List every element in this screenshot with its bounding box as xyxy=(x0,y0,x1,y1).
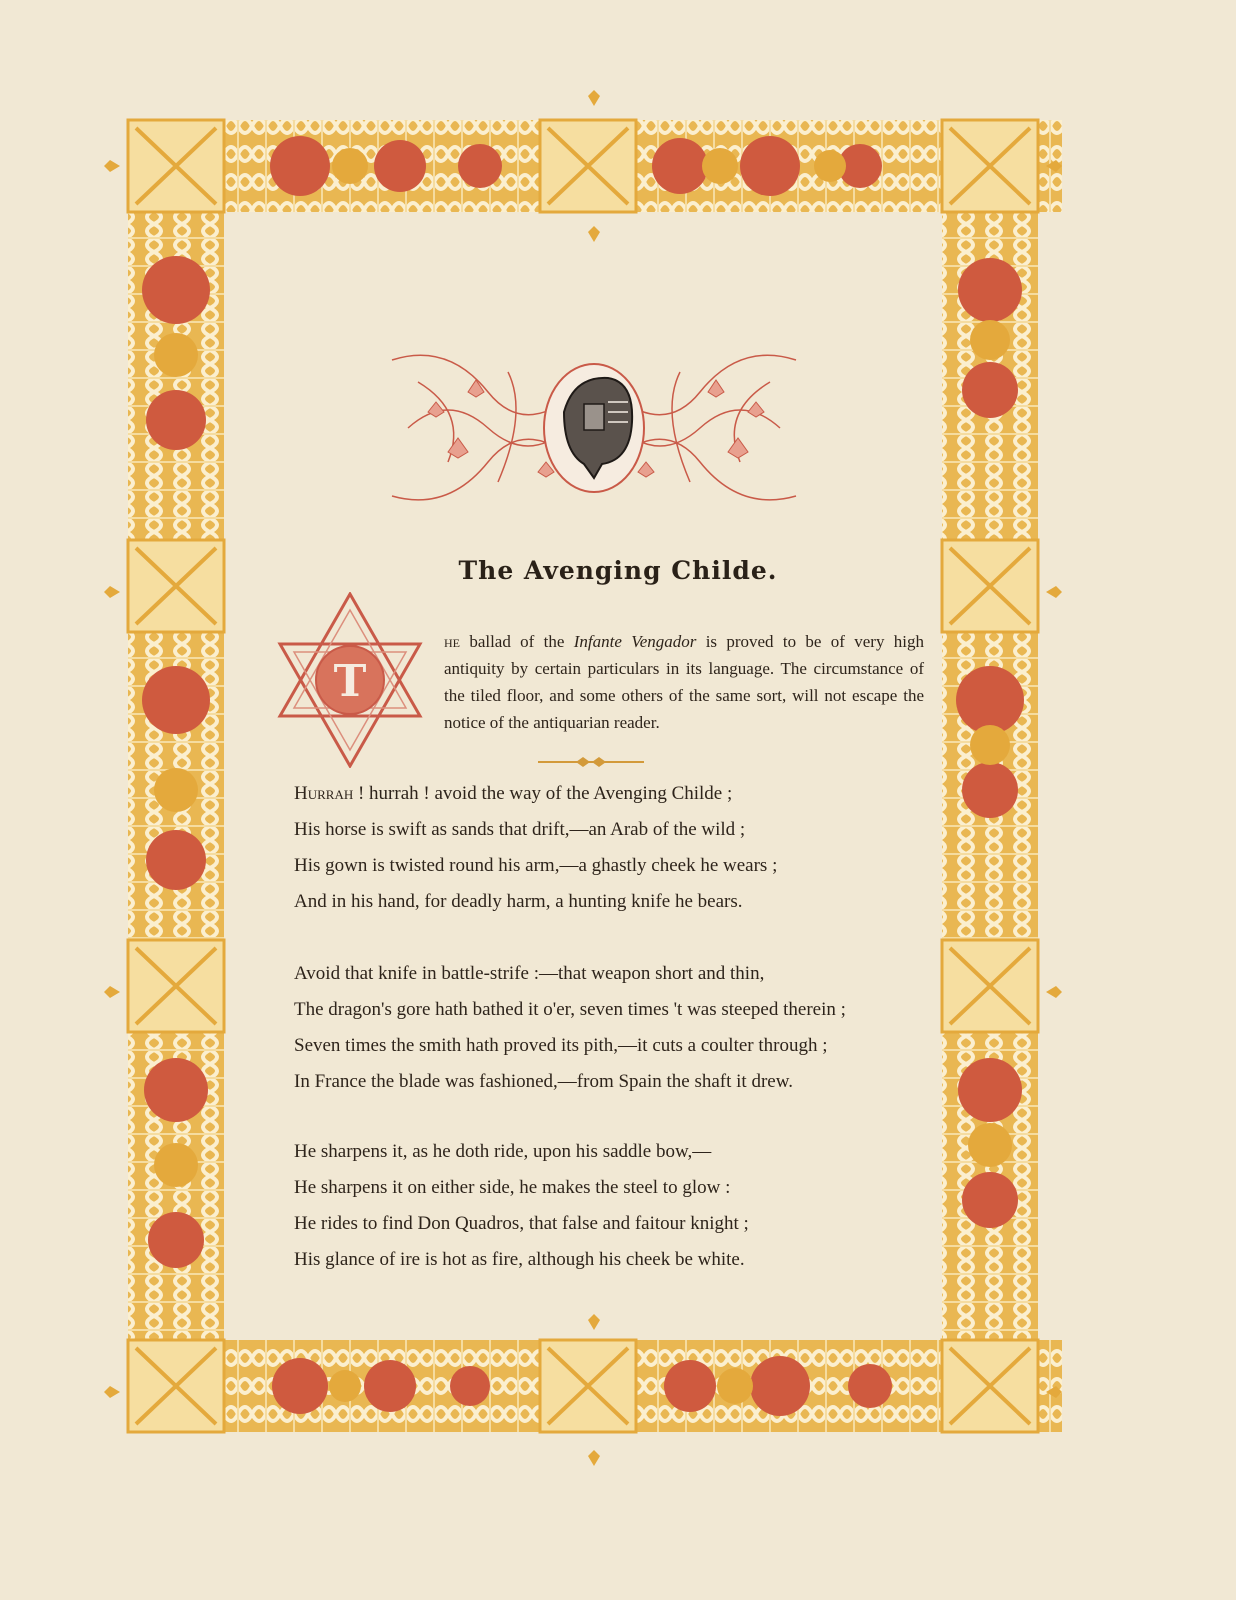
verse-line: And in his hand, for deadly harm, a hunting knife he bears. xyxy=(294,891,743,912)
stanza-1 xyxy=(294,776,954,920)
intro-text-2: is proved to be of very high antiquity by certain particulars in its language. The circumstance of the tiled floor, and some others of the same sort, will not escape the notice of the antiquarian reader. xyxy=(444,632,924,732)
intro-text-1: ballad of the xyxy=(460,632,574,651)
verse-line: His horse is swift as sands that drift,—an Arab of the wild ; xyxy=(294,819,746,840)
intro-lead: he xyxy=(444,632,460,651)
stanza-2 xyxy=(294,956,954,1100)
verse-line xyxy=(294,776,954,812)
stanza-3 xyxy=(294,1134,954,1278)
verse-line: He sharpens it, as he doth ride, upon his saddle bow,— xyxy=(294,1141,712,1162)
verse-line: Avoid that knife in battle-strife :—that weapon short and thin, xyxy=(294,963,765,984)
verse-line: He sharpens it on either side, he makes the steel to glow : xyxy=(294,1177,731,1198)
six-pointed-star-icon xyxy=(270,592,430,768)
ornamental-divider-icon xyxy=(538,756,644,768)
verse-line: He rides to find Don Quadros, that false and faitour knight ; xyxy=(294,1213,749,1234)
intro-paragraph xyxy=(444,628,924,736)
verse-line: His glance of ire is hot as fire, although his cheek be white. xyxy=(294,1249,745,1270)
verse-line: His gown is twisted round his arm,—a ghastly cheek he wears ; xyxy=(294,855,778,876)
verse-line: In France the blade was fashioned,—from Spain the shaft it drew. xyxy=(294,1071,793,1092)
intro-italic-title: Infante Vengador xyxy=(573,632,697,651)
verse-first-rest: ! hurrah ! avoid the way of the Avenging Childe ; xyxy=(353,783,733,804)
drop-cap-letter: T xyxy=(333,656,367,707)
knight-helmet-vignette-icon xyxy=(388,352,800,504)
verse-line: The dragon's gore hath bathed it o'er, seven times 't was steeped therein ; xyxy=(294,999,846,1020)
verse-line: Seven times the smith hath proved its pith,—it cuts a coulter through ; xyxy=(294,1035,828,1056)
verse-first-word: Hurrah xyxy=(294,783,354,804)
page-title: The Avenging Childe. xyxy=(458,556,778,585)
